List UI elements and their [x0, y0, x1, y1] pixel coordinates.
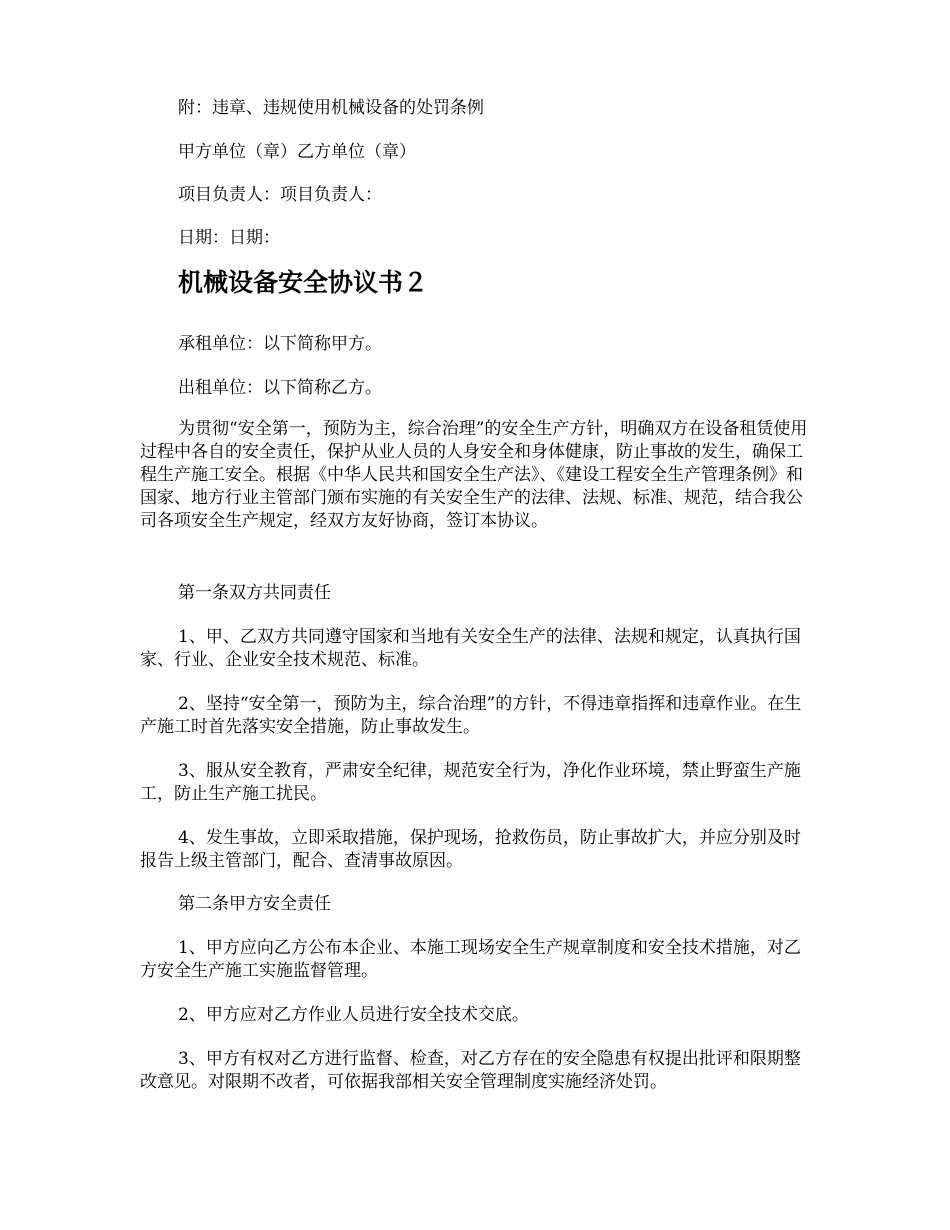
article-2-item-1: 1、甲方应向乙方公布本企业、本施工现场安全生产规章制度和安全技术措施，对乙方安全生产施工实施监督管理。: [140, 938, 801, 981]
article-2-heading: 第二条甲方安全责任: [178, 894, 331, 914]
project-manager-line: 项目负责人：项目负责人：: [178, 185, 382, 205]
article-1-item-3: 3、服从安全教育，严肃安全纪律，规范安全行为，净化作业环境，禁止野蛮生产施工，防止生产施工扰民。: [140, 761, 801, 804]
article-2-item-3: 3、甲方有权对乙方进行监督、检查，对乙方存在的安全隐患有权提出批评和限期整改意见。对限期不改者，可依据我部相关安全管理制度实施经济处罚。: [140, 1049, 801, 1092]
article-1-item-1: 1、甲、乙双方共同遵守国家和当地有关安全生产的法律、法规和规定，认真执行国家、行业、企业安全技术规范、标准。: [140, 627, 801, 670]
article-2-item-2: 2、甲方应对乙方作业人员进行安全技术交底。: [178, 1005, 529, 1025]
article-1-item-4: 4、发生事故，立即采取措施，保护现场，抢救伤员，防止事故扩大，并应分别及时报告上级主管部门，配合、查清事故原因。: [140, 828, 801, 871]
lessor-line: 出租单位：以下简称乙方。: [178, 378, 382, 398]
article-1-item-2: 2、坚持“安全第一，预防为主，综合治理”的方针，不得违章指挥和违章作业。在生产施工时首先落实安全措施，防止事故发生。: [140, 694, 802, 737]
intro-paragraph: 为贯彻“安全第一，预防为主，综合治理”的安全生产方针，明确双方在设备租赁使用过程中各自的安全责任，保护从业人员的人身安全和身体健康，防止事故的发生，确保工程生产施工安全。根据《中华人民共和国安全生产法》、《建设工程安全生产管理条例》和国家、地方行业主管部门颁布实施的有关安全生产的法律、法规、标准、规范，结合我公司各项安全生产规定，经双方友好协商，签订本协议。: [140, 419, 808, 531]
seal-line: 甲方单位（章）乙方单位（章）: [178, 142, 416, 162]
article-1-heading: 第一条双方共同责任: [178, 583, 331, 603]
attachment-line: 附：违章、违规使用机械设备的处罚条例: [178, 98, 484, 118]
lessee-line: 承租单位：以下简称甲方。: [178, 334, 382, 354]
document-title: 机械设备安全协议书２: [178, 268, 429, 297]
date-line: 日期：日期：: [178, 228, 280, 248]
